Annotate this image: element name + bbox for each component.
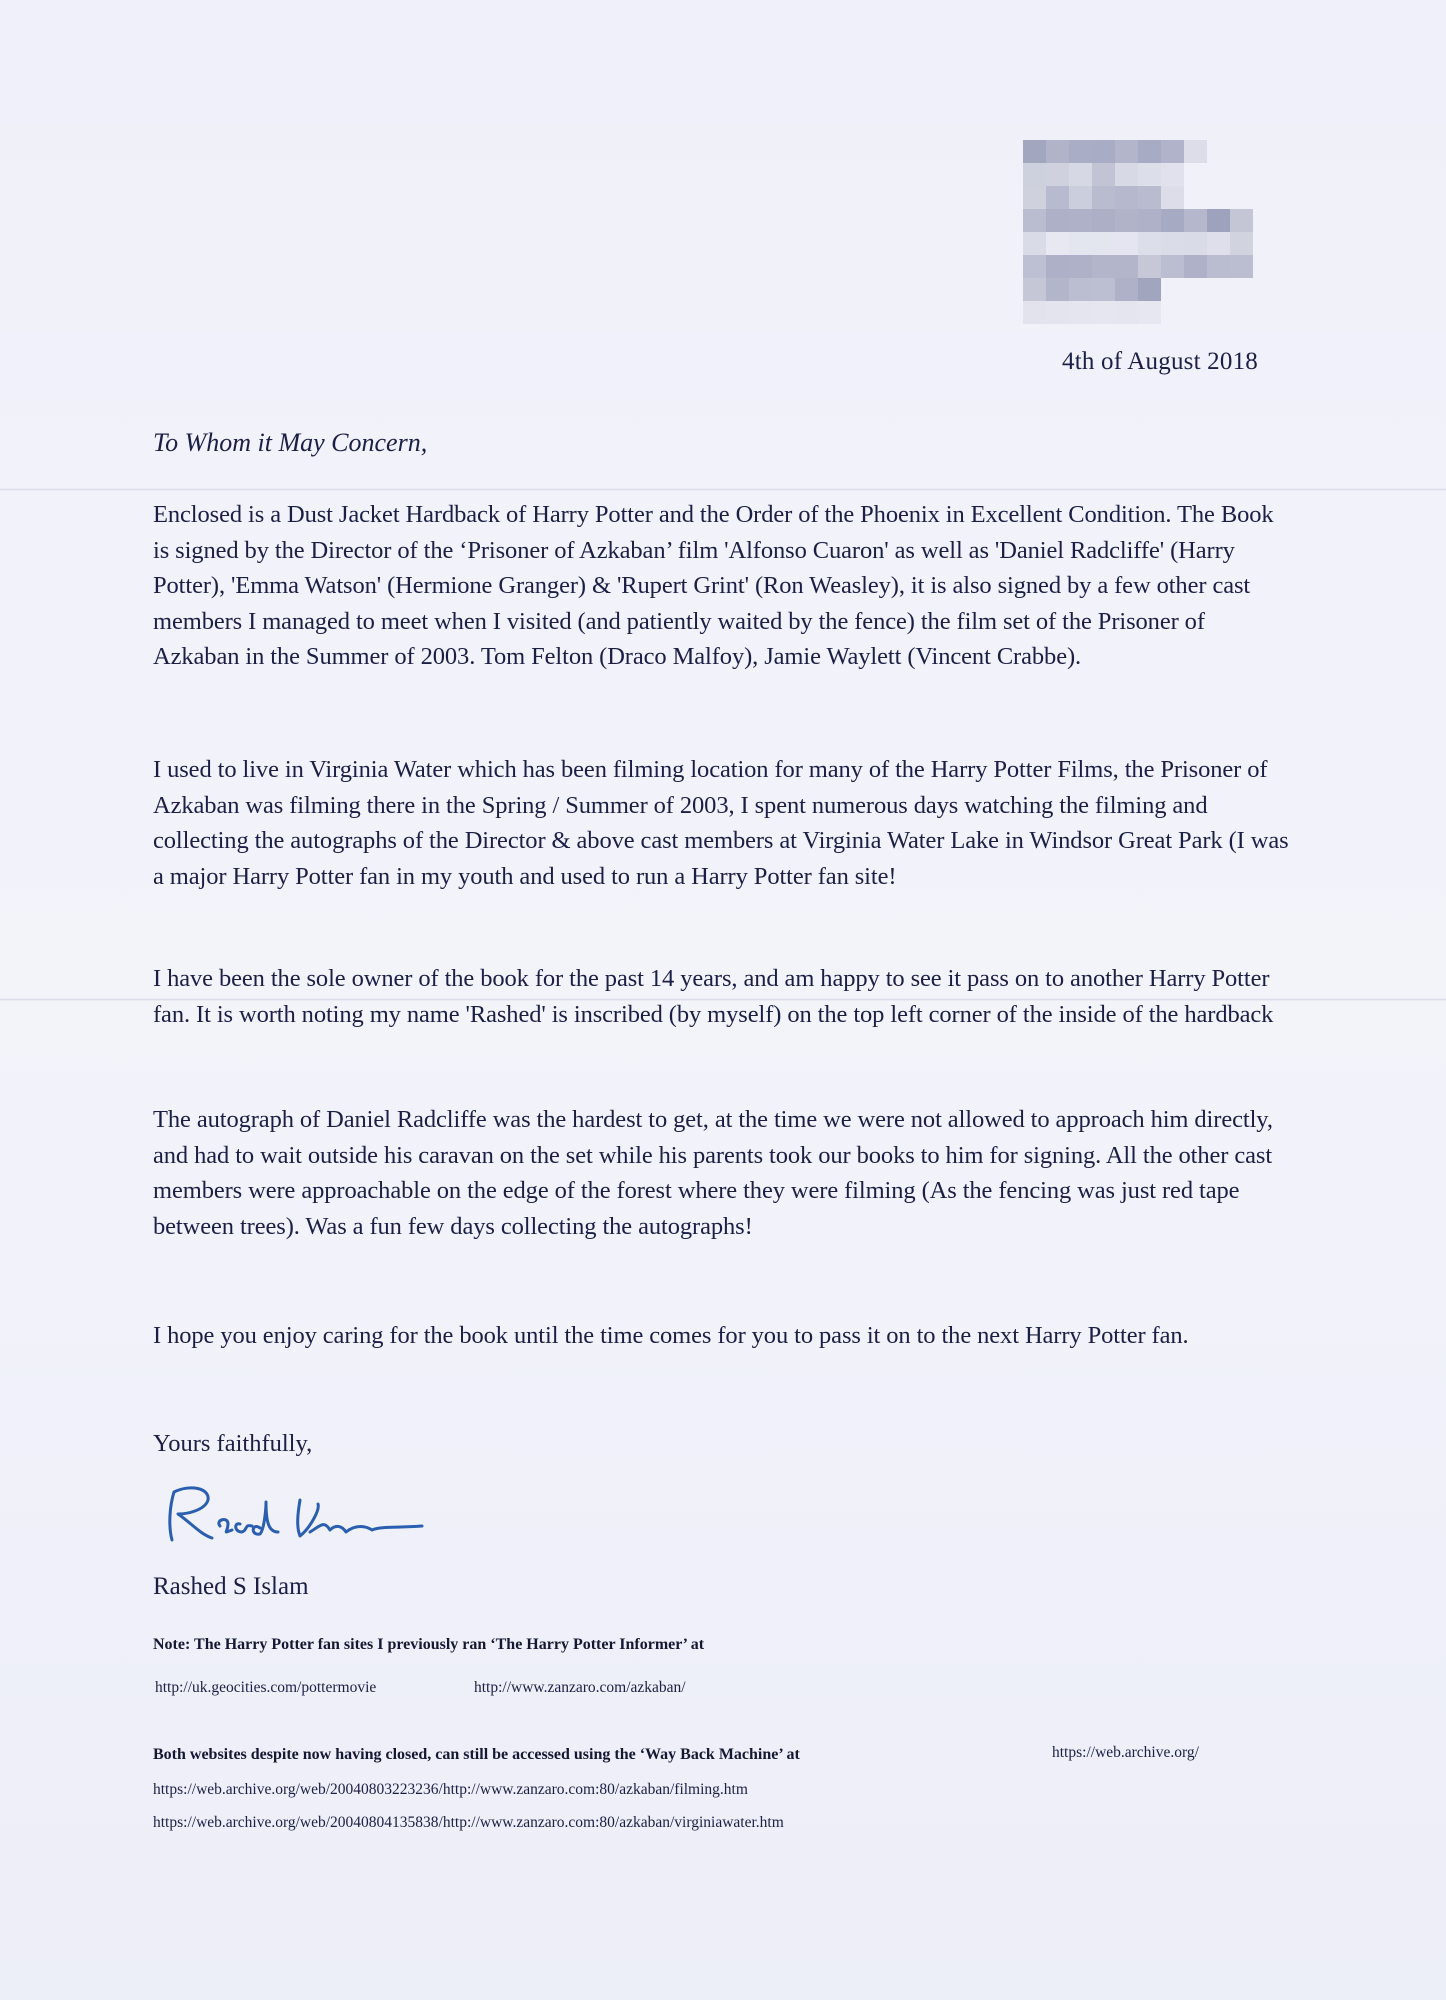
- archive-root-link[interactable]: https://web.archive.org/: [1052, 1744, 1199, 1761]
- archive-virginiawater-link[interactable]: https://web.archive.org/web/20040804135838/http://www.zanzaro.com:80/azkaban/virginiawater.htm: [153, 1814, 784, 1831]
- redaction-pixel: [1069, 140, 1092, 163]
- redaction-pixel: [1023, 186, 1046, 209]
- redaction-pixel: [1161, 232, 1184, 255]
- redaction-pixel: [1046, 209, 1069, 232]
- redaction-pixel: [1161, 209, 1184, 232]
- redaction-pixel: [1046, 278, 1069, 301]
- letter-date: 4th of August 2018: [1062, 348, 1258, 375]
- redaction-pixel: [1230, 232, 1253, 255]
- redaction-pixel: [1161, 163, 1184, 186]
- redaction-pixel: [1207, 232, 1230, 255]
- redaction-pixel: [1230, 255, 1253, 278]
- redaction-pixel: [1069, 255, 1092, 278]
- signer-name: Rashed S Islam: [153, 1573, 309, 1600]
- redaction-pixel: [1023, 232, 1046, 255]
- redaction-pixel: [1023, 163, 1046, 186]
- redaction-pixel: [1115, 255, 1138, 278]
- salutation: To Whom it May Concern,: [153, 428, 428, 457]
- redaction-pixel: [1092, 163, 1115, 186]
- redaction-pixel: [1115, 163, 1138, 186]
- footnote-wayback: Both websites despite now having closed, can still be accessed using the ‘Way Back Machine’ at: [153, 1746, 800, 1763]
- redaction-pixel: [1092, 278, 1115, 301]
- redaction-pixel: [1092, 255, 1115, 278]
- redaction-pixel: [1069, 301, 1092, 324]
- redaction-pixel: [1138, 278, 1161, 301]
- redaction-pixel: [1115, 140, 1138, 163]
- closing: Yours faithfully,: [153, 1430, 313, 1457]
- redaction-pixel: [1023, 209, 1046, 232]
- redaction-pixel: [1207, 255, 1230, 278]
- archive-filming-link[interactable]: https://web.archive.org/web/20040803223236/http://www.zanzaro.com:80/azkaban/filming.htm: [153, 1781, 748, 1798]
- redaction-pixel: [1138, 186, 1161, 209]
- redaction-pixel: [1069, 186, 1092, 209]
- redaction-pixel: [1184, 140, 1207, 163]
- redaction-pixel: [1092, 232, 1115, 255]
- redaction-pixel: [1069, 163, 1092, 186]
- redaction-pixel: [1161, 255, 1184, 278]
- redaction-pixel: [1092, 186, 1115, 209]
- redaction-pixel: [1138, 163, 1161, 186]
- redaction-pixel: [1138, 140, 1161, 163]
- redaction-pixel: [1092, 209, 1115, 232]
- redaction-pixel: [1115, 301, 1138, 324]
- redaction-pixel: [1115, 186, 1138, 209]
- redaction-pixel: [1138, 232, 1161, 255]
- redaction-pixel: [1046, 255, 1069, 278]
- redaction-pixel: [1115, 209, 1138, 232]
- redaction-pixel: [1023, 140, 1046, 163]
- redaction-pixel: [1023, 255, 1046, 278]
- footnote-fan-sites: Note: The Harry Potter fan sites I previously ran ‘The Harry Potter Informer’ at: [153, 1636, 705, 1653]
- signature-icon: [160, 1480, 430, 1550]
- paragraph-1: Enclosed is a Dust Jacket Hardback of Harry Potter and the Order of the Phoenix in Excellent Condition. The Book is signed by the Director of the ‘Prisoner of Azkaban’ film 'Alfonso Cuaron' as well as 'Daniel Radcliffe' (Harry Potter), 'Emma Watson' (Hermione Granger) & 'Rupert Grint' (Ron Weasley), it is also signed by a few other cast members I managed to meet when I visited (and patiently waited by the fence) the film set of the Prisoner of Azkaban in the Summer of 2003. Tom Felton (Draco Malfoy), Jamie Waylett (Vincent Crabbe).: [153, 501, 1274, 670]
- paper-fold-line: [0, 488, 1446, 491]
- redaction-pixel: [1161, 186, 1184, 209]
- geocities-url-link[interactable]: http://uk.geocities.com/pottermovie: [155, 1679, 377, 1696]
- redaction-pixel: [1092, 140, 1115, 163]
- paragraph-5: I hope you enjoy caring for the book until the time comes for you to pass it on to the next Harry Potter fan.: [153, 1322, 1189, 1349]
- redaction-pixel: [1138, 301, 1161, 324]
- redaction-pixel: [1069, 278, 1092, 301]
- redaction-pixel: [1138, 209, 1161, 232]
- redaction-pixel: [1184, 255, 1207, 278]
- redaction-pixel: [1069, 232, 1092, 255]
- redaction-pixel: [1115, 278, 1138, 301]
- redaction-pixel: [1023, 301, 1046, 324]
- zanzaro-url-link[interactable]: http://www.zanzaro.com/azkaban/: [474, 1679, 686, 1696]
- redaction-pixel: [1069, 209, 1092, 232]
- redaction-pixel: [1023, 278, 1046, 301]
- redaction-pixel: [1230, 209, 1253, 232]
- redaction-pixel: [1207, 209, 1230, 232]
- redaction-pixel: [1138, 255, 1161, 278]
- redaction-pixel: [1184, 209, 1207, 232]
- redaction-pixel: [1115, 232, 1138, 255]
- redacted-address: [1023, 140, 1257, 308]
- redaction-pixel: [1046, 140, 1069, 163]
- paragraph-3: I have been the sole owner of the book for the past 14 years, and am happy to see it pass on to another Harry Potter fan. It is worth noting my name 'Rashed' is inscribed (by myself) on the top left corner of the inside of the hardback: [153, 965, 1274, 1028]
- redaction-pixel: [1046, 163, 1069, 186]
- paragraph-4: The autograph of Daniel Radcliffe was the hardest to get, at the time we were not allowed to approach him directly, and had to wait outside his caravan on the set while his parents took our books to him for signing. All the other cast members were approachable on the edge of the forest where they were filming (As the fencing was just red tape between trees). Was a fun few days collecting the autographs!: [153, 1106, 1273, 1240]
- redaction-pixel: [1046, 186, 1069, 209]
- paragraph-2: I used to live in Virginia Water which has been filming location for many of the Harry Potter Films, the Prisoner of Azkaban was filming there in the Spring / Summer of 2003, I spent numerous days watching the filming and collecting the autographs of the Director & above cast members at Virginia Water Lake in Windsor Great Park (I was a major Harry Potter fan in my youth and used to run a Harry Potter fan site!: [153, 756, 1289, 890]
- redaction-pixel: [1161, 140, 1184, 163]
- redaction-pixel: [1046, 301, 1069, 324]
- redaction-pixel: [1046, 232, 1069, 255]
- redaction-pixel: [1092, 301, 1115, 324]
- redaction-pixel: [1184, 232, 1207, 255]
